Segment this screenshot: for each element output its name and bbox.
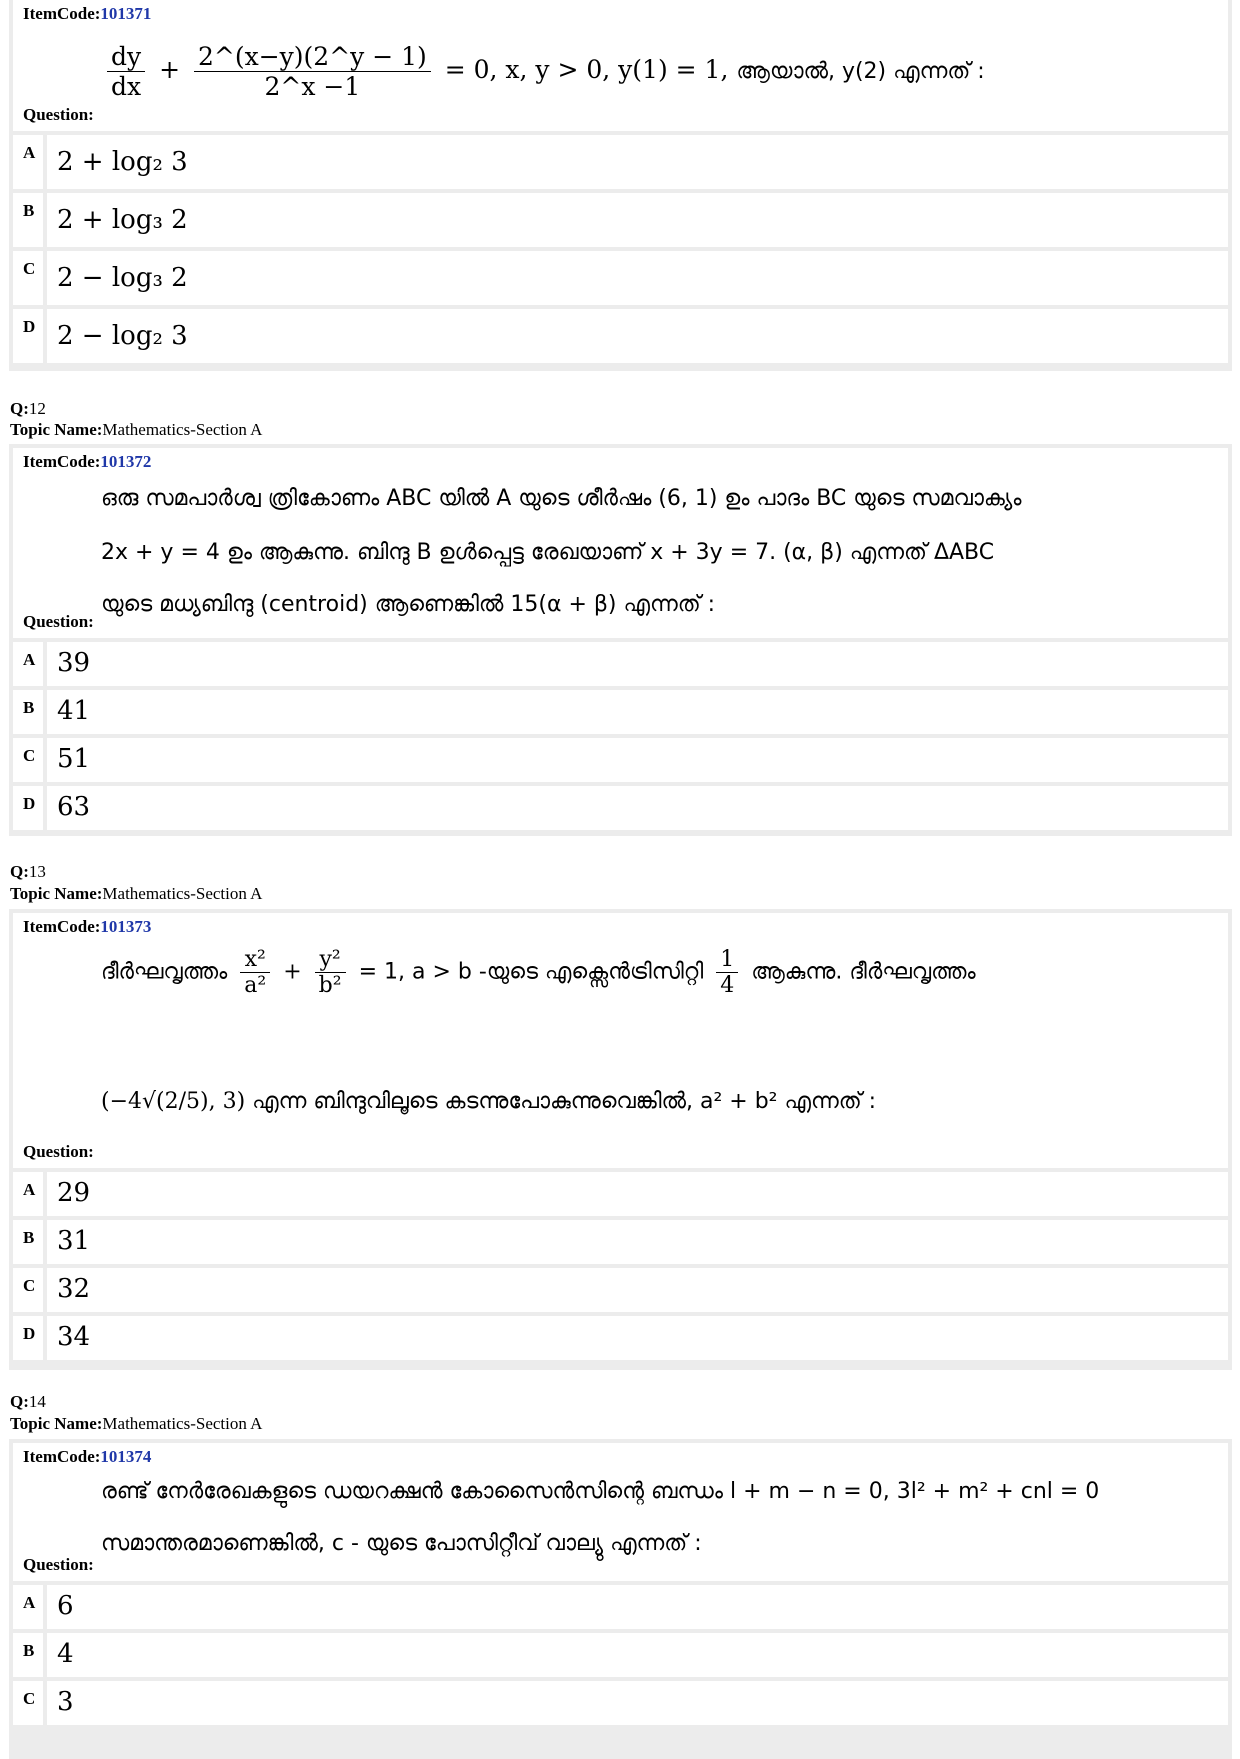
fraction-numerator: 2^(x−y)(2^y − 1)	[194, 42, 431, 72]
fraction-denominator: dx	[111, 72, 142, 101]
option-letter: D	[23, 794, 36, 813]
divider	[43, 193, 47, 247]
item-code-value: 101373	[100, 917, 152, 936]
option-b[interactable]	[13, 1633, 1228, 1677]
option-text: 34	[57, 1322, 91, 1352]
question-label: Question:	[23, 1142, 94, 1161]
divider	[43, 642, 47, 686]
option-d[interactable]	[13, 1316, 1228, 1360]
question-line-1: ഒരു സമപാർശ്വ ത്രികോണം ABC യിൽ A യുടെ ശീർഷം (6, 1) ഉം പാദം BC യുടെ സമവാക്യം	[101, 486, 1022, 511]
option-letter: C	[23, 746, 36, 765]
option-letter: C	[23, 1689, 36, 1708]
q-label: Q:	[10, 862, 29, 881]
option-b[interactable]	[13, 690, 1228, 734]
item-code	[23, 4, 151, 24]
question-tail: ആയാൽ, y(2) എന്നത് :	[736, 59, 985, 84]
option-letter: A	[23, 143, 36, 162]
question-box	[13, 1443, 1228, 1581]
option-b[interactable]	[13, 193, 1228, 247]
topic-name	[10, 884, 262, 903]
option-text: 3	[57, 1687, 74, 1717]
fraction-denominator: a²	[244, 973, 267, 998]
question-box	[13, 0, 1228, 131]
q-number-value: 13	[28, 862, 46, 881]
option-text: 63	[57, 792, 91, 822]
passes-through-text: എന്ന ബിന്ദുവിലൂടെ കടന്നുപോകുന്നുവെങ്കിൽ, a² + b² എന്നത് :	[252, 1089, 877, 1114]
divider	[43, 251, 47, 305]
option-d[interactable]	[13, 786, 1228, 830]
question-line-2	[101, 1089, 876, 1114]
point-expression: (−4√(2/5), 3)	[101, 1089, 246, 1114]
fraction-numerator: dy	[107, 42, 145, 72]
question-text	[101, 42, 985, 101]
divider	[43, 1633, 47, 1677]
question-line-1: രണ്ട് നേർരേഖകളുടെ ഡയറക്ഷൻ കോസൈൻസിന്റെ ബന്ധം l + m − n = 0, 3l² + m² + cnl = 0	[101, 1479, 1100, 1504]
fraction-denominator: 2^x −1	[264, 72, 361, 101]
question-label: Question:	[23, 1555, 94, 1574]
option-a[interactable]	[13, 1585, 1228, 1629]
fraction-numerator: 1	[716, 947, 738, 973]
topic-name	[10, 1414, 262, 1433]
question-number	[10, 1392, 46, 1411]
plus-sign: +	[283, 959, 302, 985]
divider	[43, 786, 47, 830]
option-c[interactable]	[13, 1268, 1228, 1312]
x-fraction	[240, 947, 270, 998]
option-c[interactable]	[13, 1681, 1228, 1725]
divider	[43, 1268, 47, 1312]
question-card-14	[9, 1439, 1232, 1759]
topic-label: Topic Name:	[10, 884, 103, 903]
option-letter: B	[23, 201, 35, 220]
topic-name	[10, 420, 262, 439]
question-label: Question:	[23, 612, 94, 631]
option-text: 32	[57, 1274, 91, 1304]
option-text: 39	[57, 648, 91, 678]
divider	[43, 135, 47, 189]
question-line-2: 2x + y = 4 ഉം ആകുന്നു. ബിന്ദു B ഉൾപ്പെട്ട രേഖയാണ് x + 3y = 7. (α, β) എന്നത് ΔABC	[101, 540, 995, 565]
divider	[43, 1681, 47, 1725]
topic-value: Mathematics-Section A	[102, 884, 263, 903]
question-label: Question:	[23, 105, 94, 124]
option-text: 2 + log₂ 3	[57, 147, 188, 177]
option-b[interactable]	[13, 1220, 1228, 1264]
option-text: 2 − log₂ 3	[57, 321, 188, 351]
option-letter: D	[23, 317, 36, 336]
option-a[interactable]	[13, 135, 1228, 189]
question-line-3: യുടെ മധ്യബിന്ദു (centroid) ആണെങ്കിൽ 15(α + β) എന്നത് :	[101, 592, 716, 617]
item-code-label: ItemCode:	[23, 917, 101, 936]
divider	[43, 309, 47, 363]
fraction-denominator: b²	[318, 973, 342, 998]
question-card-11	[9, 0, 1232, 371]
option-text: 6	[57, 1591, 74, 1621]
item-code	[23, 917, 151, 937]
question-card-12	[9, 444, 1232, 836]
option-text: 51	[57, 744, 91, 774]
topic-label: Topic Name:	[10, 1414, 103, 1433]
divider	[43, 1316, 47, 1360]
item-code-value: 101372	[100, 452, 152, 471]
topic-label: Topic Name:	[10, 420, 103, 439]
q-label: Q:	[10, 399, 29, 418]
question-number	[10, 399, 46, 418]
option-a[interactable]	[13, 642, 1228, 686]
question-box	[13, 448, 1228, 638]
item-code-label: ItemCode:	[23, 452, 101, 471]
item-code	[23, 452, 151, 472]
main-fraction	[194, 42, 431, 101]
derivative-fraction	[107, 42, 145, 101]
option-letter: D	[23, 1324, 36, 1343]
option-text: 2 − log₃ 2	[57, 263, 188, 293]
option-letter: B	[23, 698, 35, 717]
question-number	[10, 862, 46, 881]
option-text: 2 + log₃ 2	[57, 205, 188, 235]
option-letter: A	[23, 1593, 36, 1612]
item-code-value: 101371	[100, 4, 152, 23]
q-number-value: 12	[28, 399, 46, 418]
item-code	[23, 1447, 151, 1467]
question-line-1	[101, 947, 976, 998]
option-c[interactable]	[13, 738, 1228, 782]
q-label: Q:	[10, 1392, 29, 1411]
item-code-label: ItemCode:	[23, 4, 101, 23]
quarter-fraction	[716, 947, 738, 998]
ellipse-word: ദീർഘവൃത്തം	[101, 959, 228, 985]
question-card-13	[9, 909, 1232, 1370]
fraction-numerator: x²	[240, 947, 270, 973]
ellipse-tail: ആകുന്നു. ദീർഘവൃത്തം	[751, 959, 976, 985]
option-a[interactable]	[13, 1172, 1228, 1216]
item-code-value: 101374	[100, 1447, 152, 1466]
option-d[interactable]	[13, 309, 1228, 363]
fraction-denominator: 4	[720, 973, 735, 998]
option-letter: B	[23, 1228, 35, 1247]
option-text: 31	[57, 1226, 91, 1256]
topic-value: Mathematics-Section A	[102, 420, 263, 439]
option-letter: C	[23, 259, 36, 278]
divider	[43, 1220, 47, 1264]
question-box	[13, 913, 1228, 1168]
fraction-numerator: y²	[315, 947, 346, 973]
option-letter: C	[23, 1276, 36, 1295]
plus-sign: +	[159, 55, 181, 84]
topic-value: Mathematics-Section A	[102, 1414, 263, 1433]
option-letter: A	[23, 650, 36, 669]
divider	[43, 738, 47, 782]
eccentricity-text: = 1, a > b -യുടെ എക്സെൻട്രിസിറ്റി	[358, 959, 704, 985]
equation-rest: = 0, x, y > 0, y(1) = 1,	[444, 55, 729, 84]
option-letter: B	[23, 1641, 35, 1660]
option-text: 29	[57, 1178, 91, 1208]
divider	[43, 1172, 47, 1216]
divider	[43, 690, 47, 734]
item-code-label: ItemCode:	[23, 1447, 101, 1466]
option-text: 41	[57, 696, 91, 726]
q-number-value: 14	[28, 1392, 46, 1411]
option-text: 4	[57, 1639, 74, 1669]
option-c[interactable]	[13, 251, 1228, 305]
question-line-2: സമാന്തരമാണെങ്കിൽ, c - യുടെ പോസിറ്റീവ് വാല്യു എന്നത് :	[101, 1531, 702, 1556]
divider	[43, 1585, 47, 1629]
y-fraction	[315, 947, 346, 998]
option-letter: A	[23, 1180, 36, 1199]
